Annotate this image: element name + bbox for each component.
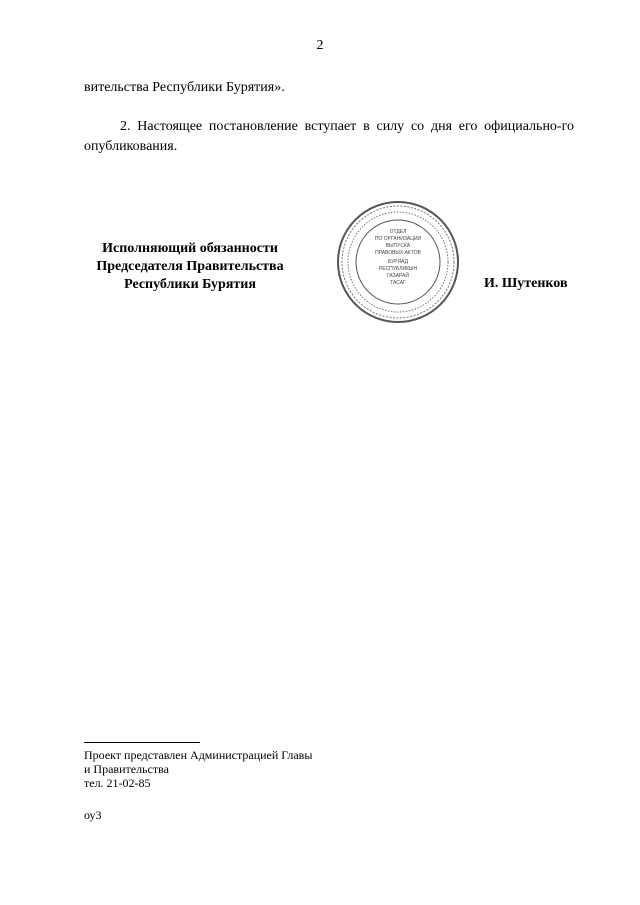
footnote-line: и Правительства xyxy=(84,762,169,776)
seal-line: РЕСПУБЛИКЫН xyxy=(378,266,418,272)
seal-line: ПО ОРГАНИЗАЦИИ xyxy=(374,236,422,242)
seal-line: ГАЗАРАЙ xyxy=(387,273,409,279)
seal-graphic xyxy=(334,200,462,324)
signatory-title-line: Председателя Правительства xyxy=(96,259,284,274)
seal-line: ОТДЕЛ xyxy=(389,229,407,235)
signatory-title-line: Исполняющий обязанности xyxy=(102,241,278,256)
footnote-line: тел. 21-02-85 xyxy=(84,776,151,790)
seal-line: ВЫПУСКА xyxy=(385,243,411,249)
paragraph-continuation: вительства Республики Бурятия». xyxy=(84,80,285,95)
footnote xyxy=(84,748,312,790)
document-code: оу3 xyxy=(84,808,102,822)
signer-name: И. Шутенков xyxy=(484,276,568,291)
seal-line: ТАСАГ xyxy=(390,280,406,286)
paragraph-effective-date: 2. Настоящее постановление вступает в силу со дня его официально-го опубликования. xyxy=(84,119,574,154)
signatory-title xyxy=(60,240,320,294)
page-number: 2 xyxy=(316,38,324,53)
signatory-title-line: Республики Бурятия xyxy=(124,277,256,292)
official-round-seal-icon xyxy=(334,200,462,324)
footnote-divider xyxy=(84,742,200,743)
seal-line: БУРЯАД xyxy=(387,259,409,265)
seal-line: ПРАВОВЫХ АКТОВ xyxy=(375,250,421,256)
footnote-line: Проект представлен Администрацией Главы xyxy=(84,748,313,762)
